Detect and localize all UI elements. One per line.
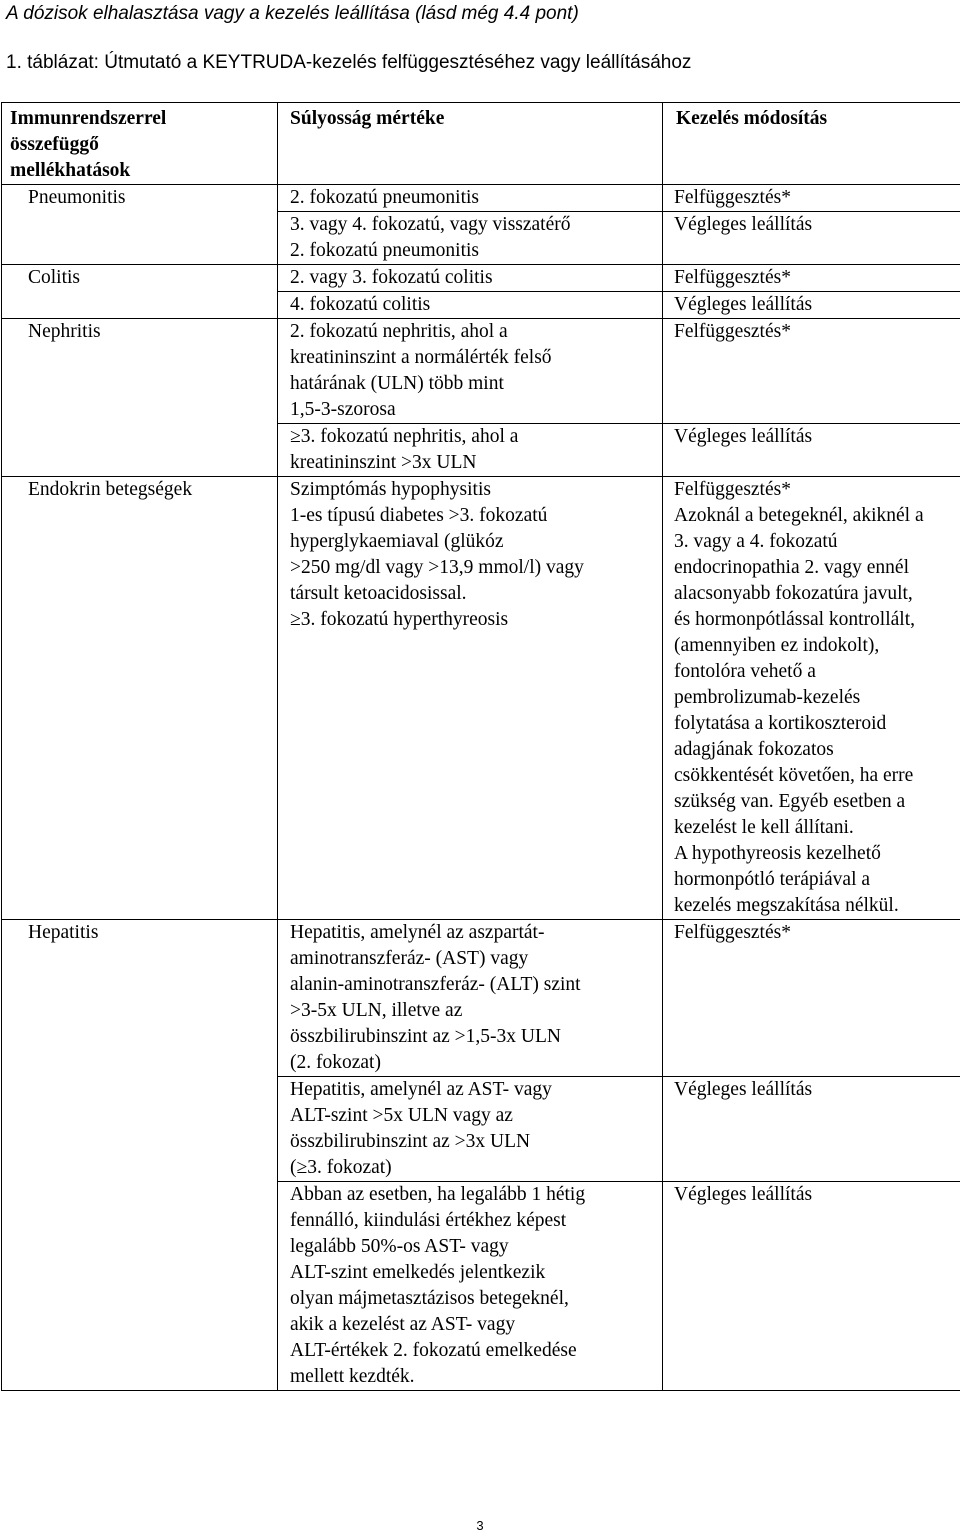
action-cell xyxy=(663,265,960,292)
cell-text: aminotranszferáz- (AST) vagy xyxy=(290,948,529,969)
header-line: Kezelés módosítás xyxy=(676,108,828,129)
header-line: Immunrendszerrel xyxy=(10,108,167,129)
cell-text: 2. fokozatú nephritis, ahol a xyxy=(290,321,508,342)
cell-text: határának (ULN) több mint xyxy=(290,373,504,394)
cell-text: összbilirubinszint az >1,5-3x ULN xyxy=(290,1026,561,1047)
cell-text: ALT-értékek 2. fokozatú emelkedése xyxy=(290,1340,577,1361)
row-label-hepatitis xyxy=(2,920,278,1077)
row-label-nephritis xyxy=(2,319,278,424)
cell-text: kreatininszint >3x ULN xyxy=(290,452,477,473)
cell-text: >250 mg/dl vagy >13,9 mmol/l) vagy xyxy=(290,557,584,578)
cell-text: csökkentését követően, ha erre xyxy=(674,765,914,786)
header-line: összefüggő xyxy=(10,134,99,155)
cell-text: 4. fokozatú colitis xyxy=(290,294,431,315)
severity-cell xyxy=(278,265,663,292)
cell-text: 1-es típusú diabetes >3. fokozatú xyxy=(290,505,548,526)
cell-text: olyan májmetasztázisos betegeknél, xyxy=(290,1288,569,1309)
cell-text: ≥3. fokozatú hyperthyreosis xyxy=(290,609,509,630)
cell-text: hormonpótló terápiával a xyxy=(674,869,871,890)
cell-text: Felfüggesztés* xyxy=(674,267,791,288)
cell-text: ALT-szint emelkedés jelentkezik xyxy=(290,1262,546,1283)
cell-text: (≥3. fokozat) xyxy=(290,1157,392,1178)
table-row xyxy=(2,185,960,212)
table-row xyxy=(2,319,960,424)
cell-text: adagjának fokozatos xyxy=(674,739,834,760)
severity-cell xyxy=(278,920,663,1077)
action-cell xyxy=(663,477,960,920)
page-number: 3 xyxy=(476,1518,484,1533)
header-line: Súlyosság mértéke xyxy=(290,108,445,129)
cell-text: Endokrin betegségek xyxy=(28,479,193,500)
row-label-spacer xyxy=(2,1182,278,1391)
cell-text: társult ketoacidosissal. xyxy=(290,583,467,604)
row-label-pneumonitis xyxy=(2,185,278,212)
cell-text: Szimptómás hypophysitis xyxy=(290,479,491,500)
row-label-colitis xyxy=(2,265,278,292)
row-label-endocrine xyxy=(2,477,278,920)
header-line: mellékhatások xyxy=(10,160,131,181)
action-cell xyxy=(663,319,960,424)
severity-cell xyxy=(278,185,663,212)
header-severity xyxy=(278,103,663,185)
table-row xyxy=(2,292,960,319)
section-heading: A dózisok elhalasztása vagy a kezelés leállítása (lásd még 4.4 pont) xyxy=(6,3,579,24)
cell-text: Felfüggesztés* xyxy=(674,479,791,500)
cell-text: Azoknál a betegeknél, akiknél a xyxy=(674,505,924,526)
cell-text: Pneumonitis xyxy=(28,187,126,208)
action-cell xyxy=(663,292,960,319)
table-row xyxy=(2,1182,960,1391)
cell-text: 3. vagy a 4. fokozatú xyxy=(674,531,838,552)
cell-text: akik a kezelést az AST- vagy xyxy=(290,1314,516,1335)
cell-text: 2. vagy 3. fokozatú colitis xyxy=(290,267,493,288)
table-row xyxy=(2,477,960,920)
cell-text: hyperglykaemiaval (glükóz xyxy=(290,531,504,552)
cell-text: Hepatitis xyxy=(28,922,99,943)
cell-text: (amennyiben ez indokolt), xyxy=(674,635,880,656)
cell-text: pembrolizumab-kezelés xyxy=(674,687,861,708)
cell-text: Felfüggesztés* xyxy=(674,922,791,943)
cell-text: Felfüggesztés* xyxy=(674,321,791,342)
table-caption: 1. táblázat: Útmutató a KEYTRUDA-kezelés felfüggesztéséhez vagy leállításához xyxy=(6,52,692,73)
cell-text: alanin-aminotranszferáz- (ALT) szint xyxy=(290,974,581,995)
cell-text: fontolóra vehető a xyxy=(674,661,816,682)
cell-text: Végleges leállítás xyxy=(674,214,813,235)
cell-text: mellett kezdték. xyxy=(290,1366,415,1387)
action-cell xyxy=(663,424,960,477)
cell-text: kreatininszint a normálérték felső xyxy=(290,347,552,368)
table-row xyxy=(2,920,960,1077)
row-label-spacer xyxy=(2,292,278,319)
row-label-spacer xyxy=(2,424,278,477)
action-cell xyxy=(663,212,960,265)
cell-text: >3-5x ULN, illetve az xyxy=(290,1000,463,1021)
action-cell xyxy=(663,1077,960,1182)
cell-text: kezelést le kell állítani. xyxy=(674,817,854,838)
cell-text: Végleges leállítás xyxy=(674,1079,813,1100)
dosing-table xyxy=(1,102,960,1391)
cell-text: és hormonpótlással kontrollált, xyxy=(674,609,916,630)
table-row xyxy=(2,212,960,265)
cell-text: fennálló, kiindulási értékhez képest xyxy=(290,1210,567,1231)
cell-text: (2. fokozat) xyxy=(290,1052,381,1073)
header-treatment xyxy=(663,103,960,185)
cell-text: 2. fokozatú pneumonitis xyxy=(290,240,480,261)
severity-cell xyxy=(278,424,663,477)
cell-text: Colitis xyxy=(28,267,81,288)
severity-cell xyxy=(278,319,663,424)
cell-text: 3. vagy 4. fokozatú, vagy visszatérő xyxy=(290,214,571,235)
cell-text: ≥3. fokozatú nephritis, ahol a xyxy=(290,426,519,447)
cell-text: Felfüggesztés* xyxy=(674,187,791,208)
cell-text: 2. fokozatú pneumonitis xyxy=(290,187,480,208)
table-row xyxy=(2,265,960,292)
header-adverse-reactions xyxy=(2,103,278,185)
table-row xyxy=(2,1077,960,1182)
cell-text: kezelés megszakítása nélkül. xyxy=(674,895,899,916)
cell-text: ALT-szint >5x ULN vagy az xyxy=(290,1105,513,1126)
cell-text: endocrinopathia 2. vagy ennél xyxy=(674,557,909,578)
cell-text: Végleges leállítás xyxy=(674,1184,813,1205)
cell-text: legalább 50%-os AST- vagy xyxy=(290,1236,509,1257)
action-cell xyxy=(663,185,960,212)
cell-text: Hepatitis, amelynél az AST- vagy xyxy=(290,1079,552,1100)
severity-cell xyxy=(278,212,663,265)
cell-text: Végleges leállítás xyxy=(674,294,813,315)
cell-text: Hepatitis, amelynél az aszpartát- xyxy=(290,922,545,943)
table-header-row xyxy=(2,103,960,185)
action-cell xyxy=(663,1182,960,1391)
row-label-spacer xyxy=(2,1077,278,1182)
cell-text: Nephritis xyxy=(28,321,101,342)
cell-text: alacsonyabb fokozatúra javult, xyxy=(674,583,913,604)
severity-cell xyxy=(278,477,663,920)
cell-text: 1,5-3-szorosa xyxy=(290,399,396,420)
cell-text: folytatása a kortikoszteroid xyxy=(674,713,887,734)
cell-text: összbilirubinszint az >3x ULN xyxy=(290,1131,531,1152)
action-cell xyxy=(663,920,960,1077)
table-row xyxy=(2,424,960,477)
cell-text: Abban az esetben, ha legalább 1 hétig xyxy=(290,1184,586,1205)
severity-cell xyxy=(278,292,663,319)
cell-text: Végleges leállítás xyxy=(674,426,813,447)
row-label-spacer xyxy=(2,212,278,265)
cell-text: A hypothyreosis kezelhető xyxy=(674,843,881,864)
cell-text: szükség van. Egyéb esetben a xyxy=(674,791,906,812)
severity-cell xyxy=(278,1182,663,1391)
severity-cell xyxy=(278,1077,663,1182)
